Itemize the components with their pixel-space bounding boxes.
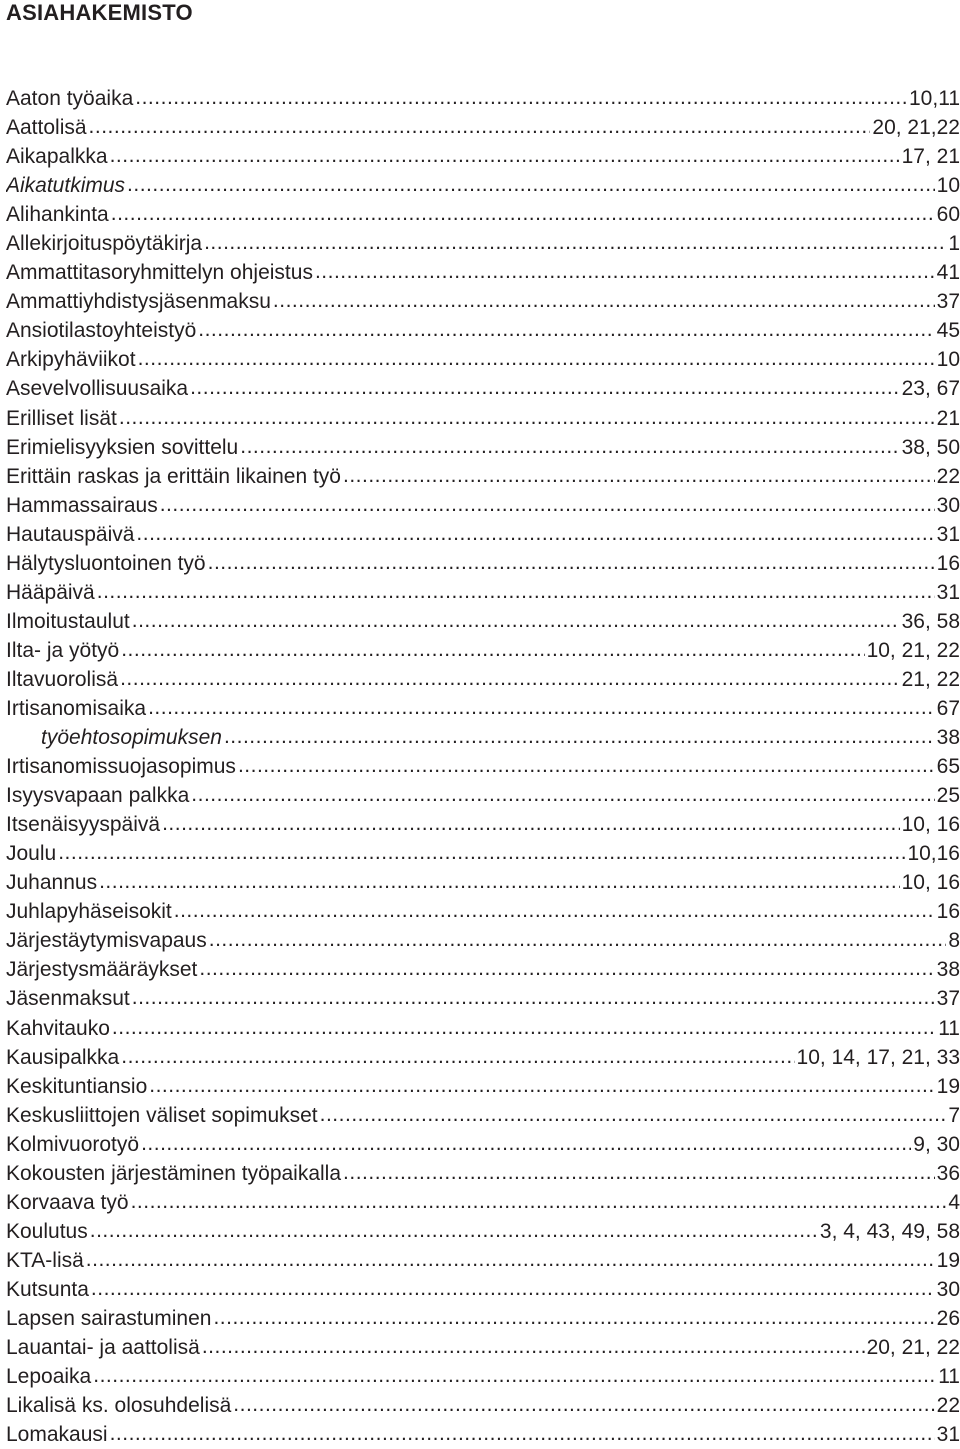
dot-leader — [112, 1014, 936, 1042]
index-term: Kutsunta — [6, 1277, 89, 1301]
dot-leader — [320, 1101, 947, 1129]
dot-leader — [89, 113, 871, 141]
index-page-numbers: 10, 16 — [901, 813, 960, 837]
index-term: Aikapalkka — [6, 145, 108, 169]
index-entry — [6, 200, 960, 229]
dot-leader — [238, 752, 935, 780]
index-page-numbers: 22 — [936, 464, 960, 488]
dot-leader — [58, 839, 905, 867]
index-term: Hälytysluontoinen työ — [6, 551, 206, 575]
dot-leader — [240, 433, 899, 461]
index-term: Lepoaika — [6, 1365, 92, 1389]
index-entry — [6, 287, 960, 316]
index-entry — [6, 1246, 960, 1275]
index-entry — [6, 374, 960, 403]
dot-leader — [121, 636, 864, 664]
dot-leader — [110, 1420, 935, 1448]
index-page-numbers: 10 — [936, 174, 960, 198]
index-entry — [6, 578, 960, 607]
dot-leader — [273, 287, 935, 315]
index-entry — [6, 520, 960, 549]
index-term: Kolmivuorotyö — [6, 1132, 140, 1156]
index-page-numbers: 30 — [936, 493, 960, 517]
index-entry — [6, 1101, 960, 1130]
index-entry — [6, 636, 960, 665]
dot-leader — [190, 374, 900, 402]
index-term: KTA-lisä — [6, 1248, 84, 1272]
index-term: Ilmoitustaulut — [6, 609, 130, 633]
dot-leader — [127, 171, 935, 199]
index-term: Aikatutkimus — [6, 174, 126, 198]
index-term: Ilta- ja yötyö — [6, 638, 120, 662]
dot-leader — [213, 1304, 934, 1332]
index-term: Kokousten järjestäminen työpaikalla — [6, 1161, 342, 1185]
index-term: Erimielisyyksien sovittelu — [6, 435, 239, 459]
dot-leader — [111, 200, 935, 228]
index-entry — [6, 665, 960, 694]
index-entry — [6, 1217, 960, 1246]
index-term: Arkipyhäviikot — [6, 348, 136, 372]
index-page-numbers: 3, 4, 43, 49, 58 — [819, 1219, 960, 1243]
index-term: Lomakausi — [6, 1423, 108, 1447]
dot-leader — [131, 1188, 947, 1216]
index-page-numbers: 26 — [936, 1306, 960, 1330]
dot-leader — [138, 345, 935, 373]
dot-leader — [199, 955, 934, 983]
index-term: Korvaava työ — [6, 1190, 129, 1214]
index-page-numbers: 21 — [936, 406, 960, 430]
index-term: Aattolisä — [6, 116, 87, 140]
page-title: ASIAHAKEMISTO — [6, 0, 193, 25]
dot-leader — [198, 316, 934, 344]
index-term: Isyysvapaan palkka — [6, 784, 190, 808]
index-entry — [6, 694, 960, 723]
index-entry — [6, 752, 960, 781]
index-page-numbers: 19 — [936, 1248, 960, 1272]
subject-index-list — [6, 84, 960, 1449]
index-term: Allekirjoituspöytäkirja — [6, 232, 203, 256]
index-entry — [6, 926, 960, 955]
index-entry — [6, 1188, 960, 1217]
dot-leader — [120, 665, 900, 693]
dot-leader — [110, 142, 900, 170]
index-page-numbers: 45 — [936, 319, 960, 343]
index-entry — [6, 1014, 960, 1043]
index-term: Irtisanomissuojasopimus — [6, 755, 236, 779]
index-term: Koulutus — [6, 1219, 88, 1243]
dot-leader — [174, 897, 935, 925]
index-term: Joulu — [6, 842, 57, 866]
dot-leader — [121, 1043, 794, 1071]
index-page-numbers: 19 — [936, 1074, 960, 1098]
index-term: Keskusliittojen väliset sopimukset — [6, 1103, 318, 1127]
index-term: Hautauspäivä — [6, 522, 135, 546]
dot-leader — [224, 723, 935, 751]
index-page-numbers: 65 — [936, 755, 960, 779]
index-page-numbers: 10, 16 — [901, 871, 960, 895]
index-entry — [6, 868, 960, 897]
index-entry — [6, 433, 960, 462]
index-term: Erilliset lisät — [6, 406, 117, 430]
index-term: Lauantai- ja aattolisä — [6, 1336, 200, 1360]
index-page-numbers: 10,11 — [909, 87, 960, 110]
index-page-numbers: 10,16 — [907, 842, 960, 866]
dot-leader — [141, 1130, 911, 1158]
index-term: Juhlapyhäseisokit — [6, 900, 172, 924]
index-entry — [6, 607, 960, 636]
index-entry — [6, 1159, 960, 1188]
index-page-numbers: 21, 22 — [901, 667, 960, 691]
dot-leader — [99, 868, 900, 896]
index-entry — [6, 1275, 960, 1304]
index-page-numbers: 11 — [938, 1365, 960, 1389]
dot-leader — [97, 578, 935, 606]
index-term: Ammattiyhdistysjäsenmaksu — [6, 290, 271, 314]
index-page-numbers: 36, 58 — [901, 609, 960, 633]
dot-leader — [93, 1362, 936, 1390]
index-term: Aaton työaika — [6, 87, 134, 110]
index-page-numbers: 38 — [936, 958, 960, 982]
index-term: Alihankinta — [6, 203, 109, 227]
dot-leader — [148, 694, 935, 722]
index-entry — [6, 781, 960, 810]
index-page-numbers: 25 — [936, 784, 960, 808]
index-term: Itsenäisyyspäivä — [6, 813, 161, 837]
index-page-numbers: 10, 14, 17, 21, 33 — [796, 1045, 960, 1069]
index-entry — [6, 462, 960, 491]
index-page-numbers: 16 — [936, 551, 960, 575]
index-page-numbers: 38 — [936, 726, 960, 750]
index-entry — [6, 404, 960, 433]
dot-leader — [160, 491, 935, 519]
index-term: Lapsen sairastuminen — [6, 1306, 212, 1330]
index-entry — [6, 1043, 960, 1072]
dot-leader — [191, 781, 934, 809]
index-entry — [6, 897, 960, 926]
index-page-numbers: 4 — [948, 1190, 960, 1214]
dot-leader — [91, 1275, 935, 1303]
index-term: Ansiotilastoyhteistyö — [6, 319, 197, 343]
dot-leader — [202, 1333, 865, 1361]
index-page-numbers: 31 — [936, 522, 960, 546]
index-page-numbers: 37 — [936, 290, 960, 314]
index-entry — [6, 984, 960, 1013]
index-term: Hammassairaus — [6, 493, 158, 517]
index-page-numbers: 36 — [936, 1161, 960, 1185]
index-page-numbers: 7 — [948, 1103, 960, 1127]
index-entry — [6, 723, 960, 752]
index-entry — [6, 171, 960, 200]
dot-leader — [315, 258, 935, 286]
index-term: Likalisä ks. olosuhdelisä — [6, 1394, 232, 1418]
index-page-numbers: 11 — [938, 1016, 960, 1040]
dot-leader — [149, 1072, 934, 1100]
index-entry — [6, 1333, 960, 1362]
dot-leader — [132, 984, 935, 1012]
dot-leader — [135, 84, 907, 112]
index-page-numbers: 8 — [948, 929, 960, 953]
index-page-numbers: 37 — [936, 987, 960, 1011]
dot-leader — [209, 926, 947, 954]
index-entry — [6, 1072, 960, 1101]
index-entry — [6, 84, 960, 113]
dot-leader — [119, 404, 935, 432]
index-entry — [6, 1130, 960, 1159]
index-entry — [6, 113, 960, 142]
index-term: työehtosopimuksen — [41, 726, 222, 750]
index-entry — [6, 316, 960, 345]
index-page-numbers: 23, 67 — [901, 377, 960, 401]
index-page-numbers: 41 — [936, 261, 960, 285]
dot-leader — [132, 607, 900, 635]
index-entry — [6, 549, 960, 578]
index-entry — [6, 258, 960, 287]
index-page-numbers: 60 — [936, 203, 960, 227]
index-page-numbers: 20, 21,22 — [872, 116, 960, 140]
index-entry — [6, 491, 960, 520]
index-term: Irtisanomisaika — [6, 696, 147, 720]
index-entry — [6, 1391, 960, 1420]
dot-leader — [90, 1217, 818, 1245]
index-entry — [6, 345, 960, 374]
index-entry — [6, 810, 960, 839]
dot-leader — [204, 229, 946, 257]
index-page-numbers: 38, 50 — [901, 435, 960, 459]
index-term: Erittäin raskas ja erittäin likainen työ — [6, 464, 341, 488]
dot-leader — [208, 549, 935, 577]
index-page-numbers: 17, 21 — [901, 145, 960, 169]
index-page-numbers: 20, 21, 22 — [866, 1336, 960, 1360]
dot-leader — [136, 520, 934, 548]
index-page-numbers: 9, 30 — [913, 1132, 960, 1156]
index-term: Asevelvollisuusaika — [6, 377, 189, 401]
index-entry — [6, 1362, 960, 1391]
index-term: Keskituntiansio — [6, 1074, 148, 1098]
index-page-numbers: 1 — [948, 232, 960, 256]
index-page-numbers: 10 — [936, 348, 960, 372]
dot-leader — [86, 1246, 935, 1274]
index-term: Juhannus — [6, 871, 98, 895]
index-entry — [6, 1420, 960, 1449]
index-page-numbers: 10, 21, 22 — [866, 638, 960, 662]
index-page-numbers: 22 — [936, 1394, 960, 1418]
index-term: Hääpäivä — [6, 580, 95, 604]
index-entry — [6, 229, 960, 258]
index-term: Jäsenmaksut — [6, 987, 130, 1011]
index-entry — [6, 1304, 960, 1333]
index-term: Ammattitasoryhmittelyn ohjeistus — [6, 261, 313, 285]
index-term: Kausipalkka — [6, 1045, 120, 1069]
dot-leader — [343, 1159, 935, 1187]
index-entry — [6, 955, 960, 984]
index-page-numbers: 16 — [936, 900, 960, 924]
dot-leader — [343, 462, 935, 490]
index-page-numbers: 31 — [936, 580, 960, 604]
index-term: Järjestäytymisvapaus — [6, 929, 207, 953]
dot-leader — [233, 1391, 934, 1419]
index-term: Järjestysmääräykset — [6, 958, 198, 982]
index-entry — [6, 839, 960, 868]
index-entry — [6, 142, 960, 171]
index-term: Kahvitauko — [6, 1016, 110, 1040]
index-page-numbers: 30 — [936, 1277, 960, 1301]
index-page-numbers: 31 — [936, 1423, 960, 1447]
index-term: Iltavuorolisä — [6, 667, 119, 691]
index-page-numbers: 67 — [936, 696, 960, 720]
dot-leader — [162, 810, 900, 838]
